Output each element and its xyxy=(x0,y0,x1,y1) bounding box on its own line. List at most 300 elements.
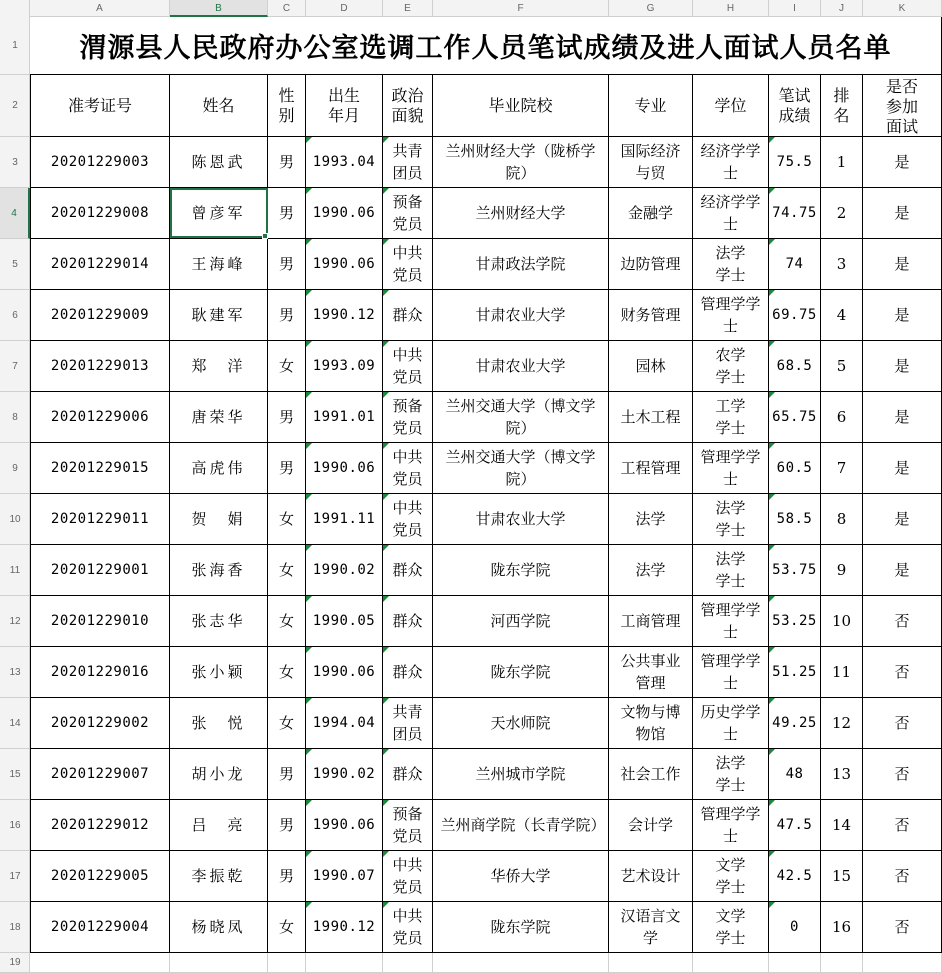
cell-f18[interactable] xyxy=(433,902,609,952)
cell-f14[interactable] xyxy=(433,698,609,748)
cell-a9[interactable] xyxy=(30,443,170,493)
cell-g11[interactable] xyxy=(609,545,693,595)
cell-e15[interactable] xyxy=(383,749,433,799)
cell-g14[interactable] xyxy=(609,698,693,748)
header-cell-6[interactable] xyxy=(609,75,693,136)
cell-value: 中共党员 xyxy=(392,244,423,284)
row-header-11[interactable]: 11 xyxy=(0,545,30,596)
cell-value: 法学学士 xyxy=(715,244,746,284)
cell-value: 群众 xyxy=(392,612,423,630)
column-header-i[interactable]: I xyxy=(769,0,821,17)
cell-i15[interactable] xyxy=(769,749,821,799)
row-header-14[interactable]: 14 xyxy=(0,698,30,749)
cell-value: 3 xyxy=(836,255,847,273)
cell-e3[interactable] xyxy=(383,137,433,187)
cell-value: 4 xyxy=(836,306,847,324)
cell-c3[interactable] xyxy=(268,137,306,187)
cell-h12[interactable] xyxy=(693,596,769,646)
cell-e11[interactable] xyxy=(383,545,433,595)
cell-c8[interactable] xyxy=(268,392,306,442)
cell-value: 49.25 xyxy=(772,715,817,731)
cell-j14[interactable] xyxy=(821,698,863,748)
cell-j13[interactable] xyxy=(821,647,863,697)
empty-cell[interactable] xyxy=(821,953,863,972)
cell-g9[interactable] xyxy=(609,443,693,493)
empty-cell[interactable] xyxy=(383,953,433,972)
cell-b10[interactable] xyxy=(170,494,268,544)
empty-cell[interactable] xyxy=(433,953,609,972)
cell-value: 兰州商学院（长青学院） xyxy=(440,816,606,834)
cell-d3[interactable] xyxy=(306,137,383,187)
cell-b14[interactable] xyxy=(170,698,268,748)
cell-value: 陈恩武 xyxy=(191,153,246,171)
cell-g12[interactable] xyxy=(609,596,693,646)
cell-a16[interactable] xyxy=(30,800,170,850)
cell-k8[interactable] xyxy=(863,392,942,442)
cell-g5[interactable] xyxy=(609,239,693,289)
cell-value: 中共党员 xyxy=(392,907,423,947)
cell-k11[interactable] xyxy=(863,545,942,595)
cell-b13[interactable] xyxy=(170,647,268,697)
cell-value: 20201229016 xyxy=(50,664,150,680)
header-cell-3[interactable] xyxy=(306,75,383,136)
cell-b3[interactable] xyxy=(170,137,268,187)
cell-value: 管理学学士 xyxy=(700,448,761,488)
header-label: 性别 xyxy=(278,85,295,125)
cell-i14[interactable] xyxy=(769,698,821,748)
cell-value: 女 xyxy=(278,918,294,936)
cell-d5[interactable] xyxy=(306,239,383,289)
cell-k18[interactable] xyxy=(863,902,942,952)
cell-g16[interactable] xyxy=(609,800,693,850)
table-row xyxy=(30,137,942,188)
cell-f16[interactable] xyxy=(433,800,609,850)
header-cell-10[interactable] xyxy=(863,75,942,136)
cell-value: 预备党员 xyxy=(392,397,423,437)
cell-g7[interactable] xyxy=(609,341,693,391)
cell-c7[interactable] xyxy=(268,341,306,391)
cell-e13[interactable] xyxy=(383,647,433,697)
cell-f8[interactable] xyxy=(433,392,609,442)
cell-k16[interactable] xyxy=(863,800,942,850)
cell-e12[interactable] xyxy=(383,596,433,646)
row-header-2[interactable]: 2 xyxy=(0,75,30,137)
empty-cell[interactable] xyxy=(268,953,306,972)
cell-j4[interactable] xyxy=(821,188,863,238)
cell-d16[interactable] xyxy=(306,800,383,850)
column-header-k[interactable]: K xyxy=(863,0,942,17)
cell-a6[interactable] xyxy=(30,290,170,340)
cell-value: 1990.02 xyxy=(312,766,376,782)
cell-c6[interactable] xyxy=(268,290,306,340)
cell-f3[interactable] xyxy=(433,137,609,187)
empty-cell[interactable] xyxy=(170,953,268,972)
cell-k5[interactable] xyxy=(863,239,942,289)
header-cell-5[interactable] xyxy=(433,75,609,136)
cell-value: 20201229012 xyxy=(50,817,150,833)
cell-i16[interactable] xyxy=(769,800,821,850)
column-header-c[interactable]: C xyxy=(268,0,306,17)
cell-d8[interactable] xyxy=(306,392,383,442)
cell-h5[interactable] xyxy=(693,239,769,289)
cell-j11[interactable] xyxy=(821,545,863,595)
cell-b8[interactable] xyxy=(170,392,268,442)
cell-k7[interactable] xyxy=(863,341,942,391)
cell-j9[interactable] xyxy=(821,443,863,493)
row-header-18[interactable]: 18 xyxy=(0,902,30,953)
row-header-4[interactable]: 4 xyxy=(0,188,30,239)
cell-i7[interactable] xyxy=(769,341,821,391)
header-cell-9[interactable] xyxy=(821,75,863,136)
table-header-row xyxy=(30,75,942,137)
cell-value: 边防管理 xyxy=(620,255,681,273)
cell-k4[interactable] xyxy=(863,188,942,238)
cell-i4[interactable] xyxy=(769,188,821,238)
cell-k17[interactable] xyxy=(863,851,942,901)
cell-k6[interactable] xyxy=(863,290,942,340)
cell-g17[interactable] xyxy=(609,851,693,901)
cell-b4[interactable] xyxy=(170,188,268,238)
cell-j10[interactable] xyxy=(821,494,863,544)
row-header-8[interactable]: 8 xyxy=(0,392,30,443)
empty-cell[interactable] xyxy=(30,953,170,972)
cell-j8[interactable] xyxy=(821,392,863,442)
cell-f12[interactable] xyxy=(433,596,609,646)
cell-value: 甘肃政法学院 xyxy=(475,255,566,273)
cell-c5[interactable] xyxy=(268,239,306,289)
cell-value: 曾彦军 xyxy=(191,204,246,222)
row-header-13[interactable]: 13 xyxy=(0,647,30,698)
cell-h8[interactable] xyxy=(693,392,769,442)
cell-value: 是 xyxy=(894,459,910,477)
cell-f13[interactable] xyxy=(433,647,609,697)
cell-e6[interactable] xyxy=(383,290,433,340)
cell-a13[interactable] xyxy=(30,647,170,697)
cell-d13[interactable] xyxy=(306,647,383,697)
table-row xyxy=(30,443,942,494)
cell-c13[interactable] xyxy=(268,647,306,697)
column-header-h[interactable]: H xyxy=(693,0,769,17)
header-cell-7[interactable] xyxy=(693,75,769,136)
cell-a5[interactable] xyxy=(30,239,170,289)
row-header-5[interactable]: 5 xyxy=(0,239,30,290)
cell-h6[interactable] xyxy=(693,290,769,340)
cell-c9[interactable] xyxy=(268,443,306,493)
header-cell-2[interactable] xyxy=(268,75,306,136)
header-label: 准考证号 xyxy=(67,95,132,115)
cell-b7[interactable] xyxy=(170,341,268,391)
cell-value: 1993.09 xyxy=(312,358,376,374)
cell-f5[interactable] xyxy=(433,239,609,289)
cell-i3[interactable] xyxy=(769,137,821,187)
row-header-9[interactable]: 9 xyxy=(0,443,30,494)
cell-i6[interactable] xyxy=(769,290,821,340)
table-row xyxy=(30,239,942,290)
cell-value: 陇东学院 xyxy=(490,663,551,681)
cell-k10[interactable] xyxy=(863,494,942,544)
cell-i8[interactable] xyxy=(769,392,821,442)
cell-i10[interactable] xyxy=(769,494,821,544)
cell-value: 文学学士 xyxy=(715,907,746,947)
cell-value: 5 xyxy=(836,357,847,375)
column-header-f[interactable]: F xyxy=(433,0,609,17)
cell-c16[interactable] xyxy=(268,800,306,850)
cell-j17[interactable] xyxy=(821,851,863,901)
cell-value: 6 xyxy=(836,408,847,426)
cell-i18[interactable] xyxy=(769,902,821,952)
cell-value: 否 xyxy=(894,714,910,732)
column-header-a[interactable]: A xyxy=(30,0,170,17)
cell-c4[interactable] xyxy=(268,188,306,238)
cell-value: 11 xyxy=(831,663,852,681)
cell-value: 否 xyxy=(894,867,910,885)
cell-value: 法学学士 xyxy=(715,499,746,539)
column-header-e[interactable]: E xyxy=(383,0,433,17)
cell-k14[interactable] xyxy=(863,698,942,748)
row-header-6[interactable]: 6 xyxy=(0,290,30,341)
cell-d10[interactable] xyxy=(306,494,383,544)
cell-e8[interactable] xyxy=(383,392,433,442)
cell-h9[interactable] xyxy=(693,443,769,493)
cell-b15[interactable] xyxy=(170,749,268,799)
table-row xyxy=(30,188,942,239)
cell-j16[interactable] xyxy=(821,800,863,850)
select-all-corner[interactable] xyxy=(0,0,30,17)
cell-b9[interactable] xyxy=(170,443,268,493)
empty-cell[interactable] xyxy=(306,953,383,972)
cell-k3[interactable] xyxy=(863,137,942,187)
cell-h7[interactable] xyxy=(693,341,769,391)
cell-value: 汉语言文学 xyxy=(620,907,681,947)
cell-h16[interactable] xyxy=(693,800,769,850)
empty-cell[interactable] xyxy=(609,953,693,972)
column-header-j[interactable]: J xyxy=(821,0,863,17)
cell-i17[interactable] xyxy=(769,851,821,901)
column-header-d[interactable]: D xyxy=(306,0,383,17)
cell-f15[interactable] xyxy=(433,749,609,799)
cell-b16[interactable] xyxy=(170,800,268,850)
cell-c11[interactable] xyxy=(268,545,306,595)
cell-c10[interactable] xyxy=(268,494,306,544)
cell-value: 管理学学士 xyxy=(700,295,761,335)
cell-k9[interactable] xyxy=(863,443,942,493)
row-header-7[interactable]: 7 xyxy=(0,341,30,392)
cell-j3[interactable] xyxy=(821,137,863,187)
cell-a3[interactable] xyxy=(30,137,170,187)
header-cell-8[interactable] xyxy=(769,75,821,136)
cell-d6[interactable] xyxy=(306,290,383,340)
cell-value: 法学 xyxy=(635,510,666,528)
cell-d4[interactable] xyxy=(306,188,383,238)
header-cell-4[interactable] xyxy=(383,75,433,136)
cell-a4[interactable] xyxy=(30,188,170,238)
cell-a12[interactable] xyxy=(30,596,170,646)
cell-j6[interactable] xyxy=(821,290,863,340)
column-header-g[interactable]: G xyxy=(609,0,693,17)
cell-value: 1991.01 xyxy=(312,409,376,425)
cell-a8[interactable] xyxy=(30,392,170,442)
cell-f17[interactable] xyxy=(433,851,609,901)
cell-b17[interactable] xyxy=(170,851,268,901)
row-header-3[interactable]: 3 xyxy=(0,137,30,188)
cell-k12[interactable] xyxy=(863,596,942,646)
empty-cell[interactable] xyxy=(769,953,821,972)
cell-value: 群众 xyxy=(392,561,423,579)
cell-value: 中共党员 xyxy=(392,856,423,896)
cell-value: 男 xyxy=(278,204,294,222)
cell-i12[interactable] xyxy=(769,596,821,646)
sheet-title[interactable]: 渭源县人民政府办公室选调工作人员笔试成绩及进人面试人员名单 xyxy=(30,17,942,75)
cell-value: 男 xyxy=(278,459,294,477)
row-header-19[interactable]: 19 xyxy=(0,953,30,973)
cell-value: 高虎伟 xyxy=(191,459,246,477)
cell-j18[interactable] xyxy=(821,902,863,952)
cell-a10[interactable] xyxy=(30,494,170,544)
cell-j12[interactable] xyxy=(821,596,863,646)
cell-value: 20201229006 xyxy=(50,409,150,425)
cell-i5[interactable] xyxy=(769,239,821,289)
cell-g3[interactable] xyxy=(609,137,693,187)
cell-value: 10 xyxy=(831,612,852,630)
cell-value: 兰州财经大学 xyxy=(475,204,566,222)
cell-c14[interactable] xyxy=(268,698,306,748)
cell-f6[interactable] xyxy=(433,290,609,340)
header-cell-0[interactable] xyxy=(30,75,170,136)
cell-value: 12 xyxy=(831,714,852,732)
cell-d14[interactable] xyxy=(306,698,383,748)
header-label: 毕业院校 xyxy=(488,95,553,115)
cell-value: 共青团员 xyxy=(392,142,423,182)
cell-a15[interactable] xyxy=(30,749,170,799)
cell-value: 1994.04 xyxy=(312,715,376,731)
cell-c12[interactable] xyxy=(268,596,306,646)
cell-value: 预备党员 xyxy=(392,805,423,845)
empty-cell[interactable] xyxy=(693,953,769,972)
cell-d15[interactable] xyxy=(306,749,383,799)
cell-g6[interactable] xyxy=(609,290,693,340)
cell-b6[interactable] xyxy=(170,290,268,340)
table-row xyxy=(30,290,942,341)
cell-value: 74 xyxy=(785,256,804,272)
cell-k15[interactable] xyxy=(863,749,942,799)
cell-value: 河西学院 xyxy=(490,612,551,630)
cell-h4[interactable] xyxy=(693,188,769,238)
cell-d11[interactable] xyxy=(306,545,383,595)
cell-value: 女 xyxy=(278,714,294,732)
cell-j7[interactable] xyxy=(821,341,863,391)
cell-value: 金融学 xyxy=(627,204,673,222)
cell-value: 20201229008 xyxy=(50,205,150,221)
row-header-1[interactable]: 1 xyxy=(0,17,30,75)
cell-a11[interactable] xyxy=(30,545,170,595)
cell-g8[interactable] xyxy=(609,392,693,442)
cell-value: 1990.06 xyxy=(312,664,376,680)
cell-g13[interactable] xyxy=(609,647,693,697)
cell-e4[interactable] xyxy=(383,188,433,238)
cell-e18[interactable] xyxy=(383,902,433,952)
cell-g10[interactable] xyxy=(609,494,693,544)
cell-a18[interactable] xyxy=(30,902,170,952)
cell-d12[interactable] xyxy=(306,596,383,646)
cell-d9[interactable] xyxy=(306,443,383,493)
cell-h18[interactable] xyxy=(693,902,769,952)
cell-value: 60.5 xyxy=(776,460,813,476)
cell-value: 1990.06 xyxy=(312,256,376,272)
cell-value: 华侨大学 xyxy=(490,867,551,885)
cell-b18[interactable] xyxy=(170,902,268,952)
cell-d17[interactable] xyxy=(306,851,383,901)
cell-value: 1990.02 xyxy=(312,562,376,578)
cell-c18[interactable] xyxy=(268,902,306,952)
cell-b11[interactable] xyxy=(170,545,268,595)
cell-a14[interactable] xyxy=(30,698,170,748)
cell-value: 女 xyxy=(278,612,294,630)
row-header-10[interactable]: 10 xyxy=(0,494,30,545)
cell-f7[interactable] xyxy=(433,341,609,391)
cell-c17[interactable] xyxy=(268,851,306,901)
cell-value: 经济学学士 xyxy=(700,142,761,182)
cell-h11[interactable] xyxy=(693,545,769,595)
cell-f4[interactable] xyxy=(433,188,609,238)
cell-h3[interactable] xyxy=(693,137,769,187)
cell-a17[interactable] xyxy=(30,851,170,901)
row-header-17[interactable]: 17 xyxy=(0,851,30,902)
cell-f10[interactable] xyxy=(433,494,609,544)
cell-e7[interactable] xyxy=(383,341,433,391)
row-header-16[interactable]: 16 xyxy=(0,800,30,851)
cell-e16[interactable] xyxy=(383,800,433,850)
cell-f11[interactable] xyxy=(433,545,609,595)
cell-value: 8 xyxy=(836,510,847,528)
cell-h15[interactable] xyxy=(693,749,769,799)
cell-g18[interactable] xyxy=(609,902,693,952)
column-header-b[interactable]: B xyxy=(170,0,268,17)
cell-a7[interactable] xyxy=(30,341,170,391)
cell-value: 1990.06 xyxy=(312,205,376,221)
cell-e10[interactable] xyxy=(383,494,433,544)
cell-e5[interactable] xyxy=(383,239,433,289)
cell-d7[interactable] xyxy=(306,341,383,391)
row-header-15[interactable]: 15 xyxy=(0,749,30,800)
cell-value: 男 xyxy=(278,765,294,783)
cell-h10[interactable] xyxy=(693,494,769,544)
cell-g4[interactable] xyxy=(609,188,693,238)
row-header-12[interactable]: 12 xyxy=(0,596,30,647)
cell-value: 法学学士 xyxy=(715,754,746,794)
cell-e9[interactable] xyxy=(383,443,433,493)
cell-e17[interactable] xyxy=(383,851,433,901)
cell-h17[interactable] xyxy=(693,851,769,901)
cell-k13[interactable] xyxy=(863,647,942,697)
cell-h14[interactable] xyxy=(693,698,769,748)
cell-i11[interactable] xyxy=(769,545,821,595)
cell-i13[interactable] xyxy=(769,647,821,697)
cell-f9[interactable] xyxy=(433,443,609,493)
cell-d18[interactable] xyxy=(306,902,383,952)
cell-g15[interactable] xyxy=(609,749,693,799)
cell-j5[interactable] xyxy=(821,239,863,289)
cell-i9[interactable] xyxy=(769,443,821,493)
cell-c15[interactable] xyxy=(268,749,306,799)
cell-j15[interactable] xyxy=(821,749,863,799)
cell-b5[interactable] xyxy=(170,239,268,289)
cell-b12[interactable] xyxy=(170,596,268,646)
header-label: 政治面貌 xyxy=(391,85,424,125)
empty-cell[interactable] xyxy=(863,953,942,972)
cell-h13[interactable] xyxy=(693,647,769,697)
cell-e14[interactable] xyxy=(383,698,433,748)
header-cell-1[interactable] xyxy=(170,75,268,136)
